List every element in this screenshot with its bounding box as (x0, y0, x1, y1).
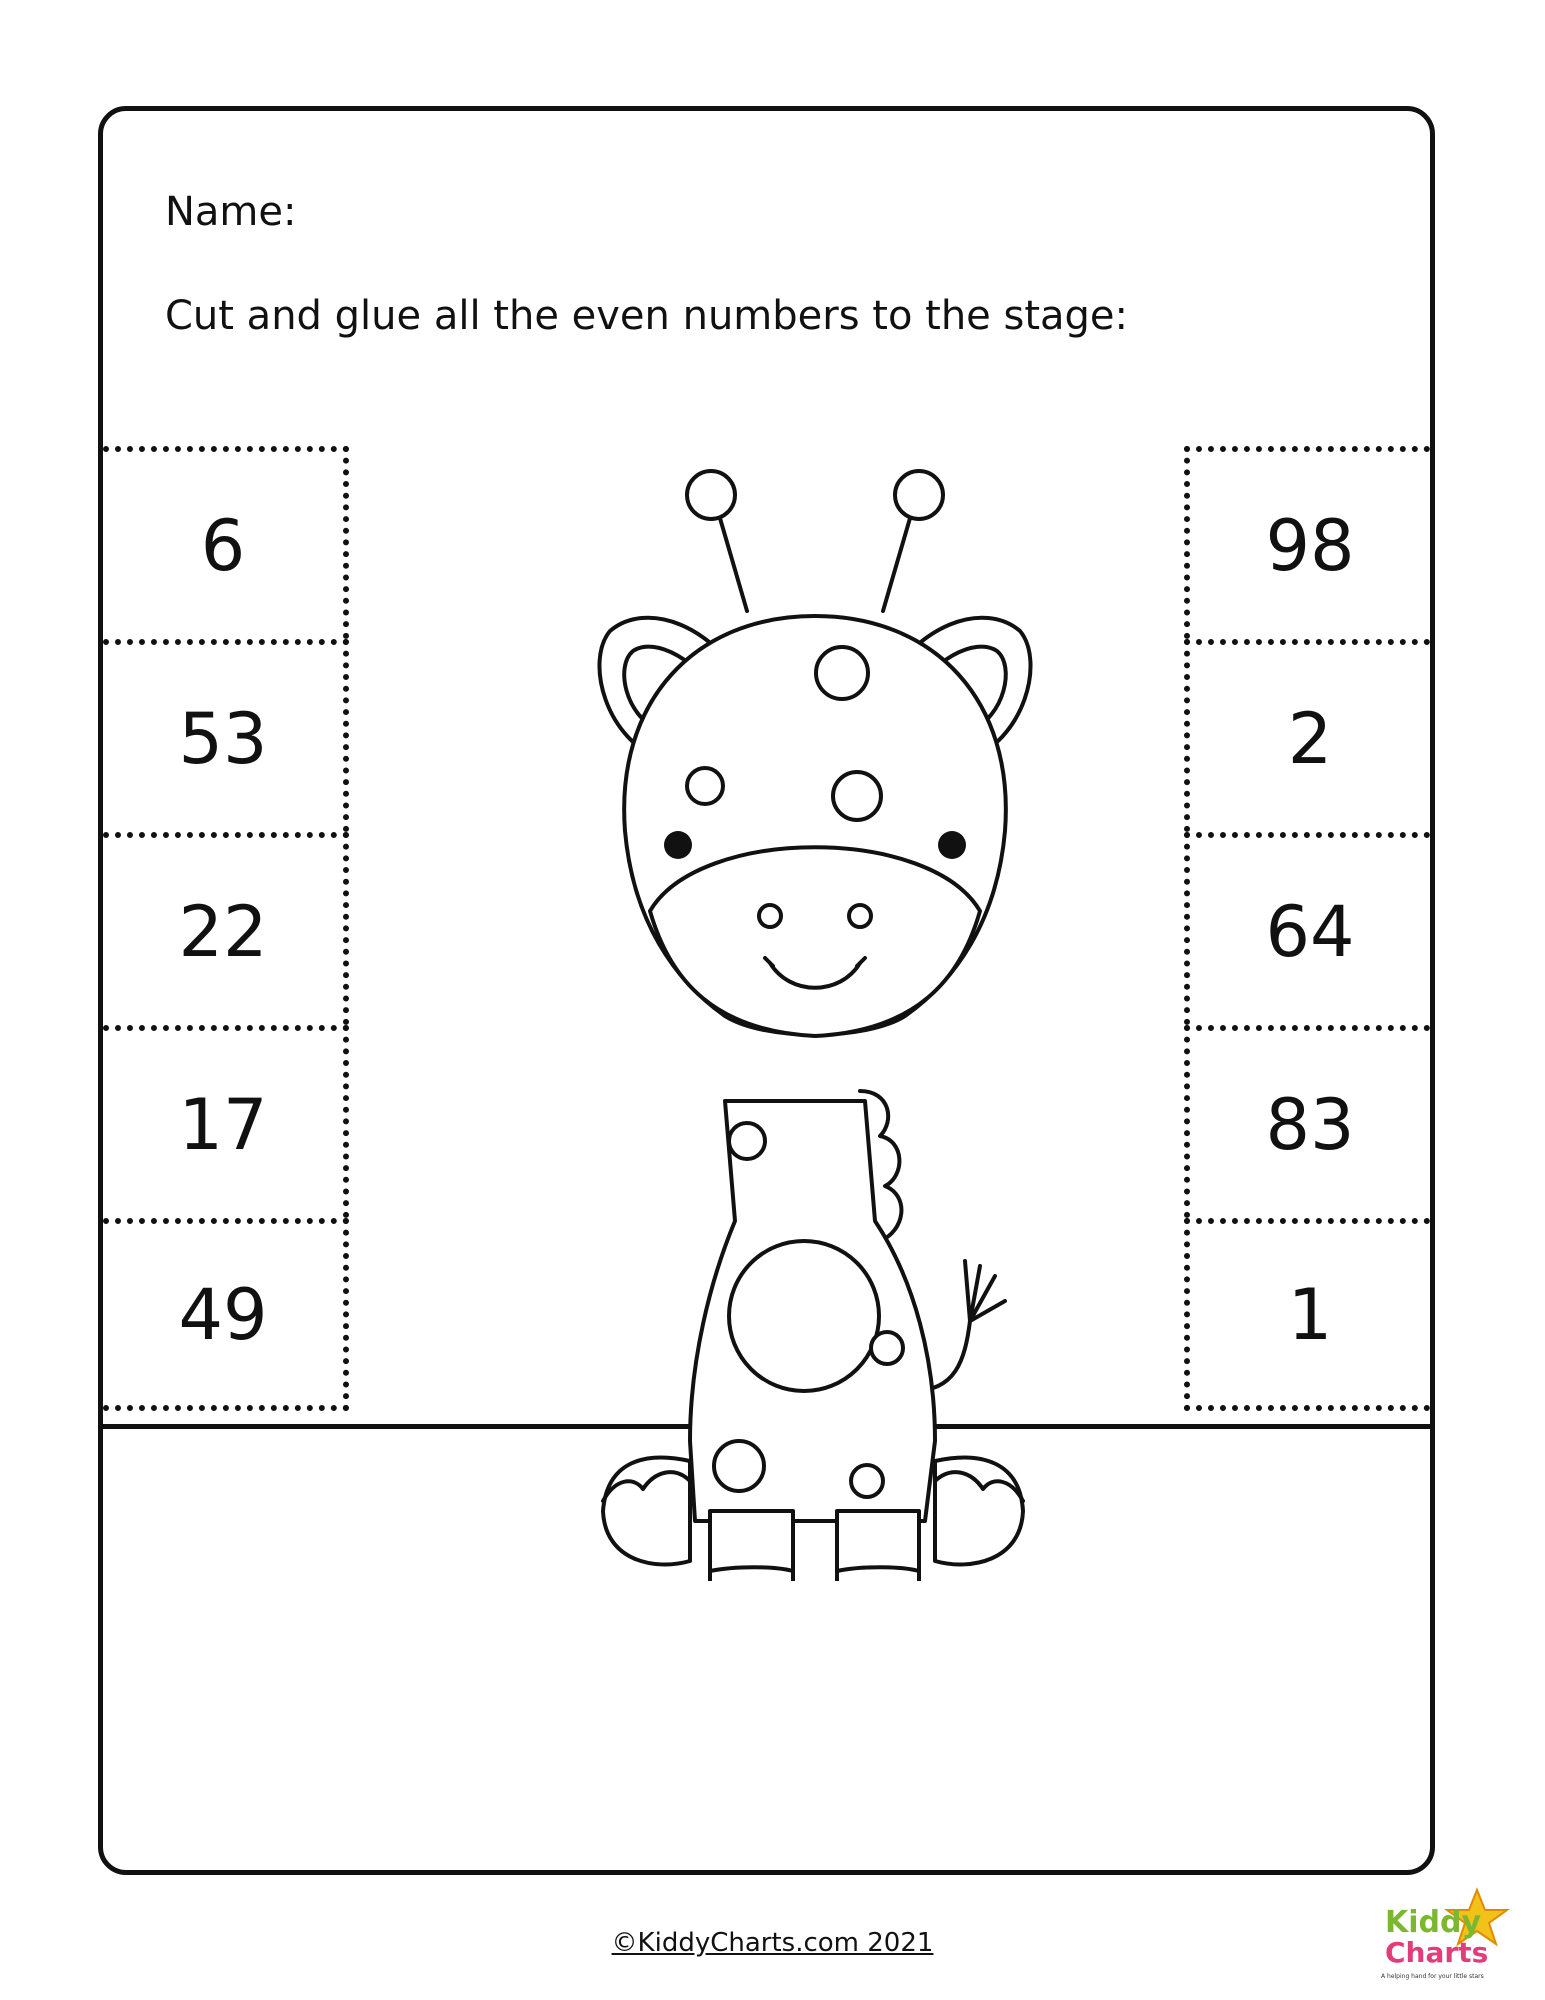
number-card[interactable]: 83 (1184, 1025, 1430, 1218)
giraffe-icon (515, 461, 1115, 1581)
number-card[interactable]: 22 (103, 832, 349, 1025)
left-number-cards (103, 446, 349, 1411)
name-label: Name: (165, 189, 297, 235)
logo-tagline: A helping hand for your little stars (1381, 1973, 1484, 1980)
number-card[interactable]: 98 (1184, 446, 1430, 639)
logo-charts-text: Charts (1385, 1936, 1489, 1969)
copyright-footer[interactable]: ©KiddyCharts.com 2021 (611, 1928, 934, 1958)
worksheet-frame (98, 106, 1435, 1875)
number-card[interactable]: 64 (1184, 832, 1430, 1025)
number-card[interactable]: 17 (103, 1025, 349, 1218)
logo-kiddy-text: Kiddy (1385, 1905, 1482, 1940)
right-number-cards (1184, 446, 1430, 1411)
number-card[interactable]: 2 (1184, 639, 1430, 832)
number-card[interactable]: 6 (103, 446, 349, 639)
kiddycharts-logo (1365, 1880, 1515, 1990)
number-card[interactable]: 1 (1184, 1218, 1430, 1411)
number-card[interactable]: 49 (103, 1218, 349, 1411)
instruction-text: Cut and glue all the even numbers to the stage: (165, 293, 1129, 339)
number-card[interactable]: 53 (103, 639, 349, 832)
